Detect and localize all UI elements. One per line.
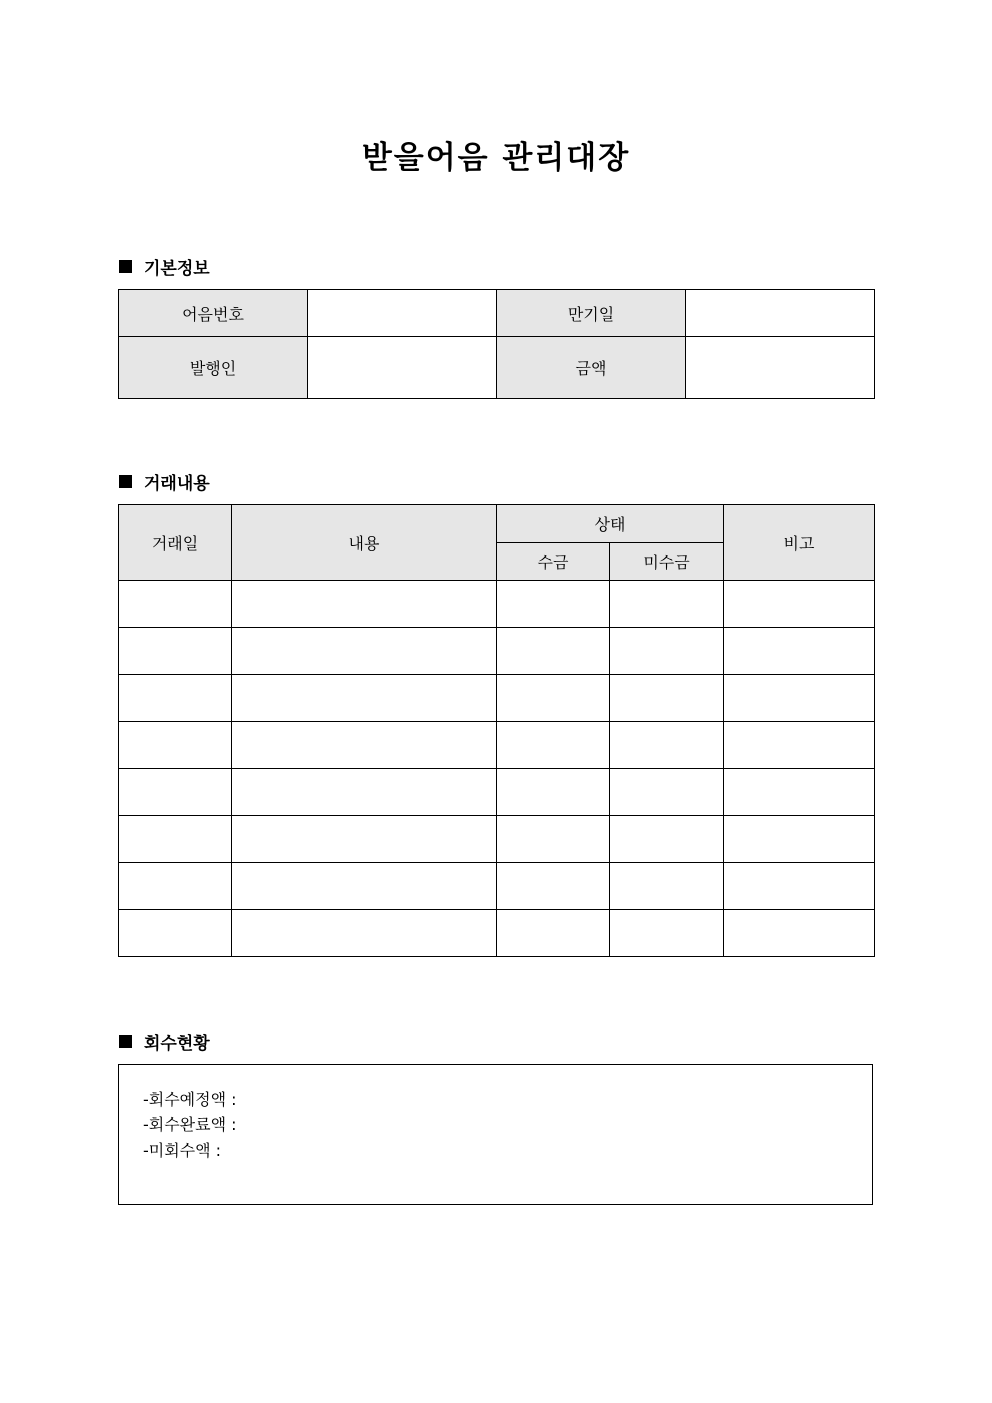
col-header-received: 수금: [497, 543, 610, 581]
cell-date[interactable]: [119, 628, 232, 675]
section-heading-basic-info: [119, 254, 210, 279]
col-header-unreceived: 미수금: [610, 543, 724, 581]
cell-unreceived[interactable]: [610, 863, 724, 910]
table-row: [119, 816, 875, 863]
table-row: [119, 628, 875, 675]
cell-content[interactable]: [232, 722, 497, 769]
cell-received[interactable]: [497, 722, 610, 769]
table-row: [119, 722, 875, 769]
cell-received[interactable]: [497, 863, 610, 910]
col-header-note: 비고: [724, 505, 875, 581]
col-header-status: 상태: [497, 505, 724, 543]
outstanding-amount-line: -미회수액 :: [143, 1141, 222, 1160]
section-heading-label: 기본정보: [144, 259, 210, 279]
cell-note[interactable]: [724, 769, 875, 816]
issuer-label: 발행인: [119, 337, 308, 399]
cell-received[interactable]: [497, 675, 610, 722]
section-heading-transactions: [119, 469, 210, 494]
amount-label: 금액: [497, 337, 686, 399]
table-row: [119, 581, 875, 628]
table-row: [119, 675, 875, 722]
cell-content[interactable]: [232, 769, 497, 816]
scheduled-amount-line: -회수예정액 :: [143, 1090, 237, 1109]
cell-content[interactable]: [232, 628, 497, 675]
cell-date[interactable]: [119, 910, 232, 957]
cell-note[interactable]: [724, 722, 875, 769]
cell-unreceived[interactable]: [610, 816, 724, 863]
section-heading-label: 거래내용: [144, 474, 210, 494]
cell-note[interactable]: [724, 816, 875, 863]
cell-note[interactable]: [724, 675, 875, 722]
cell-note[interactable]: [724, 910, 875, 957]
square-bullet-icon: [119, 260, 132, 273]
cell-content[interactable]: [232, 816, 497, 863]
collection-status-box: [118, 1064, 873, 1205]
cell-content[interactable]: [232, 910, 497, 957]
cell-content[interactable]: [232, 581, 497, 628]
table-row: [119, 910, 875, 957]
square-bullet-icon: [119, 1035, 132, 1048]
transactions-table: [118, 504, 875, 957]
issuer-field[interactable]: [308, 337, 497, 399]
square-bullet-icon: [119, 475, 132, 488]
basic-info-table: [118, 289, 875, 399]
cell-received[interactable]: [497, 581, 610, 628]
completed-amount-line: -회수완료액 :: [143, 1115, 237, 1134]
cell-received[interactable]: [497, 628, 610, 675]
cell-unreceived[interactable]: [610, 910, 724, 957]
cell-unreceived[interactable]: [610, 581, 724, 628]
col-header-content: 내용: [232, 505, 497, 581]
amount-field[interactable]: [686, 337, 875, 399]
section-heading-collection: [119, 1029, 210, 1054]
cell-date[interactable]: [119, 675, 232, 722]
note-number-field[interactable]: [308, 290, 497, 337]
table-row: [119, 769, 875, 816]
due-date-label: 만기일: [497, 290, 686, 337]
cell-content[interactable]: [232, 863, 497, 910]
cell-received[interactable]: [497, 910, 610, 957]
cell-unreceived[interactable]: [610, 628, 724, 675]
cell-note[interactable]: [724, 628, 875, 675]
section-heading-label: 회수현황: [144, 1034, 210, 1054]
cell-received[interactable]: [497, 769, 610, 816]
cell-note[interactable]: [724, 581, 875, 628]
cell-note[interactable]: [724, 863, 875, 910]
note-number-label: 어음번호: [119, 290, 308, 337]
cell-unreceived[interactable]: [610, 722, 724, 769]
cell-date[interactable]: [119, 816, 232, 863]
cell-content[interactable]: [232, 675, 497, 722]
cell-unreceived[interactable]: [610, 769, 724, 816]
cell-date[interactable]: [119, 581, 232, 628]
due-date-field[interactable]: [686, 290, 875, 337]
col-header-date: 거래일: [119, 505, 232, 581]
cell-date[interactable]: [119, 769, 232, 816]
cell-date[interactable]: [119, 863, 232, 910]
cell-date[interactable]: [119, 722, 232, 769]
table-row: [119, 863, 875, 910]
page-title: 받을어음 관리대장: [361, 140, 631, 176]
cell-unreceived[interactable]: [610, 675, 724, 722]
cell-received[interactable]: [497, 816, 610, 863]
